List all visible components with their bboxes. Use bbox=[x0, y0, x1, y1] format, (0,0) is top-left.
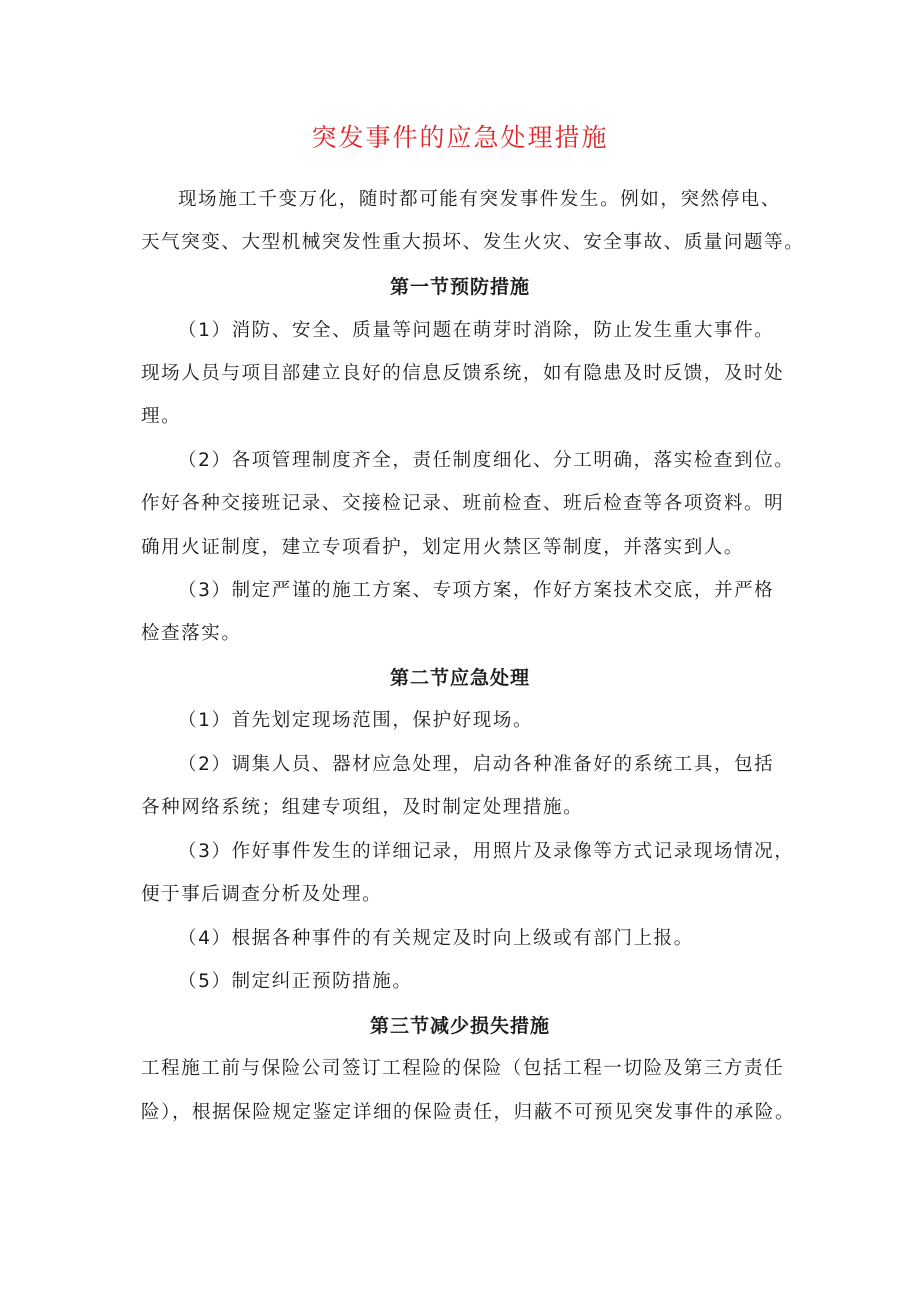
section3-heading: 第三节减少损失措施 bbox=[369, 1015, 550, 1037]
section3-line: 险），根据保险规定鉴定详细的保险责任，归蔽不可预见突发事件的承险。 bbox=[141, 1102, 796, 1123]
section1-line: 检查落实。 bbox=[141, 623, 242, 644]
section1-heading: 第一节预防措施 bbox=[389, 276, 530, 298]
intro-line-2: 天气突变、大型机械突发性重大损坏、发生火灾、安全事故、质量问题等。 bbox=[141, 232, 805, 253]
document-title: 突发事件的应急处理措施 bbox=[311, 123, 609, 152]
section1-line: 作好各种交接班记录、交接检记录、班前检查、班后检查等各项资料。明 bbox=[141, 493, 785, 514]
section1-line: 理。 bbox=[141, 406, 182, 427]
section1-line: 确用火证制度，建立专项看护，划定用火禁区等制度，并落实到人。 bbox=[141, 537, 745, 558]
section1-line: 现场人员与项目部建立良好的信息反馈系统，如有隐患及时反馈，及时处 bbox=[141, 363, 785, 384]
intro-line-1: 现场施工千变万化，随时都可能有突发事件发生。例如，突然停电、 bbox=[178, 189, 782, 210]
section2-line: （4）根据各种事件的有关规定及时向上级或有部门上报。 bbox=[178, 928, 694, 949]
section2-line: （2）调集人员、器材应急处理，启动各种准备好的系统工具，包括 bbox=[178, 754, 775, 775]
section2-heading: 第二节应急处理 bbox=[389, 667, 530, 689]
section2-line: 便于事后调查分析及处理。 bbox=[141, 884, 383, 905]
section1-line: （1）消防、安全、质量等问题在萌芽时消除，防止发生重大事件。 bbox=[178, 320, 775, 341]
section3-line: 工程施工前与保险公司签订工程险的保险（包括工程一切险及第三方责任 bbox=[141, 1058, 785, 1079]
section2-line: 各种网络系统；组建专项组，及时制定处理措施。 bbox=[141, 797, 584, 818]
section1-line: （3）制定严谨的施工方案、专项方案，作好方案技术交底，并严格 bbox=[178, 580, 775, 601]
section1-line: （2）各项管理制度齐全，责任制度细化、分工明确，落实检查到位。 bbox=[178, 450, 795, 471]
section2-line: （3）作好事件发生的详细记录，用照片及录像等方式记录现场情况， bbox=[178, 841, 795, 862]
section2-line: （5）制定纠正预防措施。 bbox=[178, 971, 413, 992]
section2-line: （1）首先划定现场范围，保护好现场。 bbox=[178, 710, 534, 731]
